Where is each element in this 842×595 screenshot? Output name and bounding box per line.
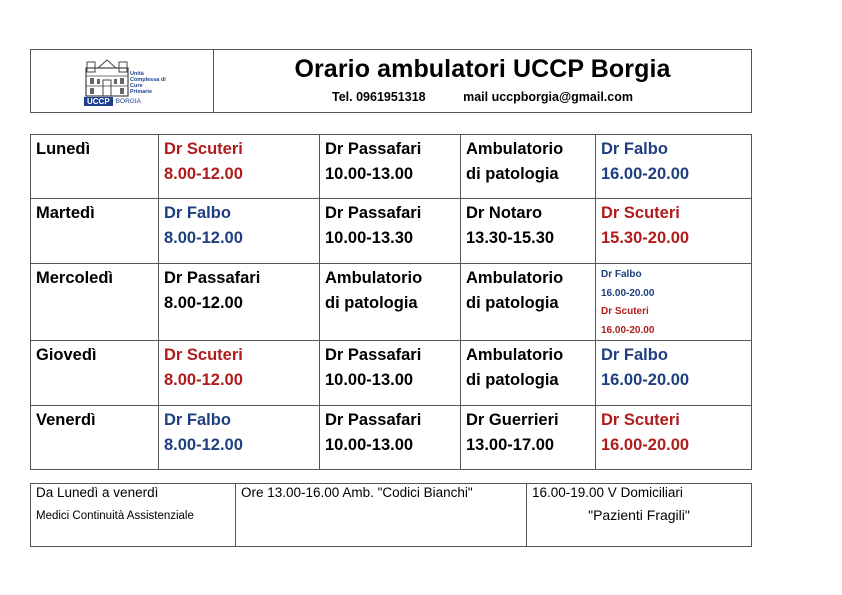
doctor-name: Dr Passafari xyxy=(325,140,422,158)
time-range: 15.30-20.00 xyxy=(601,229,690,247)
page-title: Orario ambulatori UCCP Borgia xyxy=(294,55,671,83)
time-range: di patologia xyxy=(466,371,559,389)
schedule-cell xyxy=(596,341,752,406)
time-range: 16.00-20.00 xyxy=(601,165,690,183)
doctor-name: Dr Passafari xyxy=(325,346,422,364)
doctor-name: Ambulatorio xyxy=(466,140,564,158)
doctor-name: Dr Guerrieri xyxy=(466,411,559,429)
doctor-name: Dr Falbo xyxy=(164,411,231,429)
time-range: 10.00-13.30 xyxy=(325,229,414,247)
doctor-name: Dr Passafari xyxy=(325,204,422,222)
footer-codici-bianchi: Ore 13.00-16.00 Amb. "Codici Bianchi" xyxy=(241,485,473,500)
schedule-cell xyxy=(320,406,461,470)
schedule-cell xyxy=(596,199,752,264)
footer-days: Da Lunedì a venerdì xyxy=(36,485,159,500)
doctor-name: Dr Scuteri xyxy=(601,204,680,222)
time-range: 13.30-15.30 xyxy=(466,229,555,247)
time-range: 16.00-20.00 xyxy=(601,324,655,336)
doctor-name: Dr Passafari xyxy=(325,411,422,429)
schedule-row xyxy=(31,135,752,199)
time-range: 16.00-20.00 xyxy=(601,371,690,389)
schedule-cell xyxy=(461,199,596,264)
time-range: 8.00-12.00 xyxy=(164,371,243,389)
doctor-name: Ambulatorio xyxy=(466,346,564,364)
header-box xyxy=(30,49,752,113)
schedule-cell xyxy=(596,135,752,199)
time-range: di patologia xyxy=(466,294,559,312)
schedule-cell xyxy=(159,199,320,264)
time-range: 10.00-13.00 xyxy=(325,371,414,389)
day-label: Lunedì xyxy=(31,135,159,199)
footer-cell-continuity xyxy=(31,484,236,547)
time-range: di patologia xyxy=(325,294,418,312)
doctor-name: Ambulatorio xyxy=(325,269,423,287)
time-range: 13.00-17.00 xyxy=(466,436,555,454)
title-cell xyxy=(214,50,751,112)
footer-cell-ambulatorio xyxy=(236,484,527,547)
doctor-name: Dr Falbo xyxy=(601,269,642,280)
footer-visite: 16.00-19.00 V Domiciliari xyxy=(532,485,683,500)
time-range: 10.00-13.00 xyxy=(325,165,414,183)
doctor-name: Dr Notaro xyxy=(466,204,543,222)
day-label: Martedì xyxy=(31,199,159,264)
day-label: Giovedì xyxy=(31,341,159,406)
schedule-row xyxy=(31,264,752,341)
day-label: Venerdì xyxy=(31,406,159,470)
schedule-cell xyxy=(320,264,461,341)
contact-line xyxy=(214,90,751,104)
schedule-row xyxy=(31,406,752,470)
time-range: 8.00-12.00 xyxy=(164,165,243,183)
doctor-name: Dr Passafari xyxy=(164,269,261,287)
schedule-cell xyxy=(596,406,752,470)
doctor-name: Dr Falbo xyxy=(601,346,668,364)
schedule-cell xyxy=(461,406,596,470)
time-range: 10.00-13.00 xyxy=(325,436,414,454)
schedule-cell xyxy=(320,135,461,199)
schedule-cell xyxy=(320,341,461,406)
day-label: Mercoledì xyxy=(31,264,159,341)
logo-town: BORGIA xyxy=(115,98,141,105)
doctor-name: Dr Falbo xyxy=(164,204,231,222)
schedule-cell xyxy=(320,199,461,264)
time-range: 8.00-12.00 xyxy=(164,229,243,247)
time-range: 8.00-12.00 xyxy=(164,294,243,312)
logo-cell xyxy=(31,50,214,112)
logo-text: Unità Complessa di Cure Primarie xyxy=(130,71,166,95)
phone-number: Tel. 0961951318 xyxy=(332,90,426,104)
time-range: 8.00-12.00 xyxy=(164,436,243,454)
schedule-cell xyxy=(159,264,320,341)
schedule-row xyxy=(31,341,752,406)
schedule-cell xyxy=(159,135,320,199)
schedule-row xyxy=(31,199,752,264)
church-icon xyxy=(84,58,130,98)
schedule-cell xyxy=(461,264,596,341)
logo-band xyxy=(84,97,180,106)
doctor-name: Dr Scuteri xyxy=(164,140,243,158)
footer-row xyxy=(31,484,752,547)
doctor-name: Dr Scuteri xyxy=(601,306,649,317)
doctor-name: Ambulatorio xyxy=(466,269,564,287)
schedule-table xyxy=(30,134,752,470)
doctor-name: Dr Scuteri xyxy=(601,411,680,429)
footer-table xyxy=(30,483,752,547)
doctor-name: Dr Falbo xyxy=(601,140,668,158)
uccp-logo xyxy=(84,56,180,108)
schedule-cell xyxy=(461,135,596,199)
schedule-cell xyxy=(596,264,752,341)
schedule-cell xyxy=(159,341,320,406)
schedule-cell xyxy=(461,341,596,406)
time-range: di patologia xyxy=(466,165,559,183)
time-range: 16.00-20.00 xyxy=(601,436,690,454)
footer-pazienti-fragili: "Pazienti Fragili" xyxy=(588,507,690,523)
logo-brand: UCCP xyxy=(84,97,113,106)
email-address: mail uccpborgia@gmail.com xyxy=(463,90,633,104)
footer-service: Medici Continuità Assistenziale xyxy=(36,510,194,522)
doctor-name: Dr Scuteri xyxy=(164,346,243,364)
footer-cell-domiciliari xyxy=(527,484,752,547)
schedule-cell xyxy=(159,406,320,470)
time-range: 16.00-20.00 xyxy=(601,287,655,299)
